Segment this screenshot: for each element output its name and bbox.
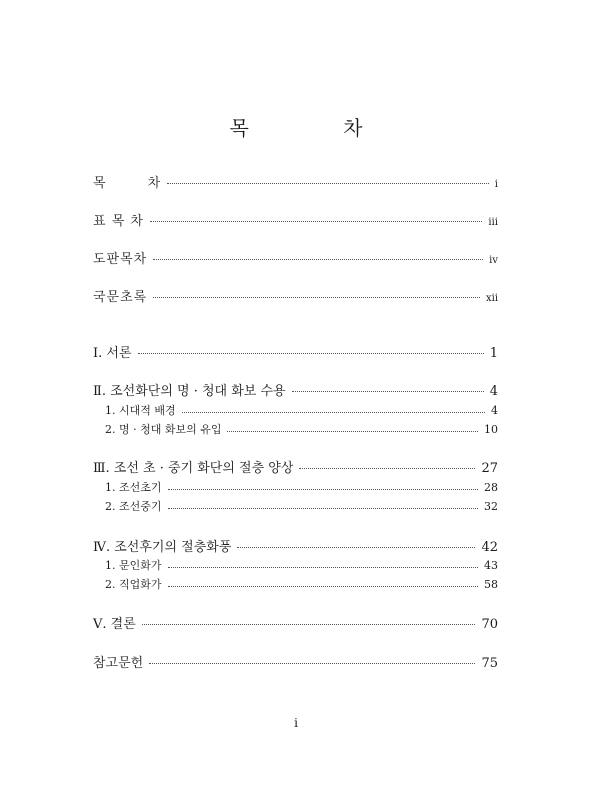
toc-entry-label: 1. 조선초기 (105, 481, 162, 494)
toc-section-3-2[interactable] (93, 498, 498, 514)
dot-leader (168, 567, 479, 568)
toc-chapter-1[interactable] (93, 342, 498, 361)
toc-entry-page: ⅲ (488, 217, 498, 228)
toc-entry-label: Ⅴ. 결론 (93, 617, 136, 632)
toc-entry-label: 목 차 (93, 176, 162, 191)
toc-entry-label: 국문초록 (93, 290, 148, 305)
toc-entry-label: 표 목 차 (93, 214, 144, 229)
toc-entry-page: 70 (481, 617, 498, 632)
dot-leader (168, 489, 479, 490)
toc-entry-page: 1 (489, 346, 498, 361)
dot-leader (227, 431, 478, 432)
toc-section-4-1[interactable] (93, 557, 498, 573)
toc-entry-page: ⅳ (489, 255, 498, 266)
toc-entry-label: 참고문헌 (93, 656, 144, 671)
dot-leader (138, 353, 484, 354)
toc-entry-page: 27 (481, 461, 498, 476)
dot-leader (153, 297, 480, 298)
dot-leader (292, 391, 484, 392)
toc-section-2-2[interactable] (93, 421, 498, 437)
dot-leader (168, 586, 479, 587)
toc-entry-page: 4 (489, 384, 498, 399)
toc-entry-table-list[interactable] (93, 210, 498, 229)
toc-entry-page: 43 (484, 559, 498, 572)
toc-chapter-2[interactable] (93, 380, 498, 399)
page-title: 목 차 (229, 116, 407, 140)
dot-leader (167, 183, 489, 184)
dot-leader (150, 221, 482, 222)
toc-section-2-1[interactable] (93, 402, 498, 418)
toc-entry-label: Ⅳ. 조선후기의 절충화풍 (93, 540, 232, 555)
toc-entry-plate-list[interactable] (93, 248, 498, 267)
dot-leader (168, 508, 479, 509)
toc-entry-label: Ⅲ. 조선 초 · 중기 화단의 절충 양상 (93, 461, 294, 476)
toc-chapter-3[interactable] (93, 457, 498, 476)
toc-entry-page: 32 (484, 500, 498, 513)
toc-entry-label: Ⅱ. 조선화단의 명 · 청대 화보 수용 (93, 384, 286, 399)
toc-chapter-4[interactable] (93, 536, 498, 555)
toc-entry-page: 58 (484, 578, 498, 591)
dot-leader (153, 259, 483, 260)
toc-entry-page: 75 (481, 656, 498, 671)
toc-entry-label: 2. 조선중기 (105, 500, 162, 513)
toc-entry-label: 도판목차 (93, 252, 148, 267)
toc-entry-label: 1. 문인화가 (105, 559, 162, 572)
toc-entry-label: 2. 명 · 청대 화보의 유입 (105, 423, 222, 436)
toc-chapter-5[interactable] (93, 613, 498, 632)
toc-entry-page: 4 (491, 404, 498, 417)
toc-entry-label: 2. 직업화가 (105, 578, 162, 591)
dot-leader (182, 412, 485, 413)
dot-leader (149, 663, 475, 664)
toc-entry-page: ⅻ (485, 293, 498, 304)
dot-leader (237, 547, 475, 548)
dot-leader (142, 624, 476, 625)
toc-entry-abstract[interactable] (93, 286, 498, 305)
toc-entry-label: Ⅰ. 서론 (93, 346, 132, 361)
toc-section-4-2[interactable] (93, 576, 498, 592)
footer-page-number: ⅰ (294, 716, 298, 730)
dot-leader (299, 468, 475, 469)
toc-entry-label: 1. 시대적 배경 (105, 404, 176, 417)
toc-references[interactable] (93, 652, 498, 671)
toc-entry-page: ⅰ (494, 179, 498, 190)
toc-section-3-1[interactable] (93, 479, 498, 495)
toc-entry-page: 28 (484, 481, 498, 494)
toc-entry-page: 42 (481, 540, 498, 555)
toc-entry-contents[interactable] (93, 172, 498, 191)
toc-entry-page: 10 (484, 423, 498, 436)
